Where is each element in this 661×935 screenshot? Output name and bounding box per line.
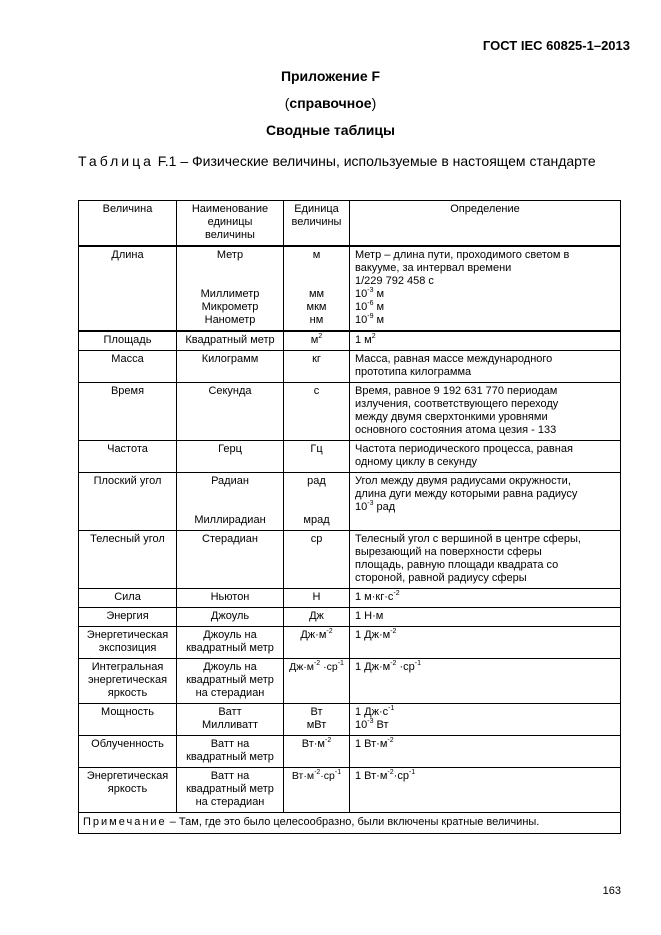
header-unit-name: Наименование единицы величины <box>177 201 284 247</box>
cell-unit: $Дж\cdot м^{-2} \cdot ср^{-1}$ <box>284 659 350 704</box>
cell-unit-name: Радиан Миллирадиан <box>177 473 284 531</box>
cell-unit-name: Ньютон <box>177 589 284 608</box>
cell-quantity: Время <box>79 383 177 441</box>
table-row <box>79 704 621 736</box>
cell-definition: Метр – длина пути, проходимого светом в вакууме, за интервал времени 1/229 792 458 с $10^{-3}$ м $10^{-6}$ м $10^{-9}$ м <box>350 246 621 331</box>
table-row <box>79 351 621 383</box>
note-text: – Там, где это было целесообразно, были включены кратные величины. <box>169 816 540 828</box>
cell-definition: 1 Н·м <box>350 608 621 627</box>
table-row <box>79 608 621 627</box>
cell-quantity: Масса <box>79 351 177 383</box>
cell-unit-name: Ватт на квадратный метр на стерадиан <box>177 768 284 813</box>
cell-definition: 1 $Дж\cdot м^{-2}$ <box>350 627 621 659</box>
cell-definition: 1 $м\cdot кг\cdot с^{-2}$ <box>350 589 621 608</box>
cell-unit-name: Джоуль <box>177 608 284 627</box>
cell-unit: кг <box>284 351 350 383</box>
annex-title: Приложение F <box>280 68 381 84</box>
cell-quantity: Площадь <box>79 331 177 351</box>
standard-designation: ГОСТ IEC 60825-1–2013 <box>482 38 630 53</box>
cell-quantity: Интегральная энергетическая яркость <box>79 659 177 704</box>
cell-definition: Частота периодического процесса, равная одному циклу в секунду <box>350 441 621 473</box>
table-header-row <box>79 201 621 247</box>
table-row <box>79 246 621 331</box>
table-row <box>79 659 621 704</box>
cell-unit: рад мрад <box>284 473 350 531</box>
cell-quantity: Частота <box>79 441 177 473</box>
cell-quantity: Облученность <box>79 736 177 768</box>
table-row <box>79 627 621 659</box>
table-row <box>79 473 621 531</box>
cell-unit: $Вт\cdot м^{-2}\cdot ср^{-1}$ <box>284 768 350 813</box>
cell-unit-name: Джоуль на квадратный метр <box>177 627 284 659</box>
cell-unit-name: Метр Миллиметр Микрометр Нанометр <box>177 246 284 331</box>
cell-unit: Вт мВт <box>284 704 350 736</box>
table-row <box>79 531 621 589</box>
cell-quantity: Мощность <box>79 704 177 736</box>
table-row <box>79 331 621 351</box>
table-note <box>79 813 621 834</box>
table-caption-text: F.1 – Физические величины, используемые в настоящем стандарте <box>157 153 596 169</box>
header-definition: Определение <box>350 201 621 247</box>
table-row <box>79 768 621 813</box>
note-label: Примечание <box>83 816 167 828</box>
cell-quantity: Энергетическая яркость <box>79 768 177 813</box>
header-quantity: Величина <box>79 201 177 247</box>
cell-definition: 1 $Вт\cdot м^{-2}\cdot ср^{-1}$ <box>350 768 621 813</box>
cell-unit: Гц <box>284 441 350 473</box>
cell-unit-name: Квадратный метр <box>177 331 284 351</box>
cell-quantity: Длина <box>79 246 177 331</box>
cell-quantity: Телесный угол <box>79 531 177 589</box>
cell-unit: Н <box>284 589 350 608</box>
table-row <box>79 383 621 441</box>
cell-quantity: Сила <box>79 589 177 608</box>
physical-quantities-table <box>78 200 621 834</box>
cell-unit: м мм мкм нм <box>284 246 350 331</box>
cell-unit-name: Стерадиан <box>177 531 284 589</box>
cell-unit: $м^2$ <box>284 331 350 351</box>
section-heading: Сводные таблицы <box>266 122 395 138</box>
cell-definition: Время, равное 9 192 631 770 периодам излучения, соответствующего переходу между двумя сверхтонкими уровнями основного состояния атома цезия - 133 <box>350 383 621 441</box>
table-row <box>79 441 621 473</box>
cell-unit: $Дж\cdot м^{-2}$ <box>284 627 350 659</box>
cell-unit-name: Джоуль на квадратный метр на стерадиан <box>177 659 284 704</box>
cell-unit: Дж <box>284 608 350 627</box>
cell-unit: ср <box>284 531 350 589</box>
cell-unit-name: Килограмм <box>177 351 284 383</box>
table-note-row <box>79 813 621 834</box>
cell-definition: 1 $Вт\cdot м^{-2}$ <box>350 736 621 768</box>
cell-unit: с <box>284 383 350 441</box>
cell-definition: 1 $Дж\cdot м^{-2} \cdot ср^{-1}$ <box>350 659 621 704</box>
page-number: 163 <box>602 885 621 897</box>
cell-definition: 1 $м^2$ <box>350 331 621 351</box>
cell-definition: Телесный угол с вершиной в центре сферы, вырезающий на поверхности сферы площадь, равную площади квадрата со стороной, равной радиусу сферы <box>350 531 621 589</box>
cell-definition: 1 $Дж\cdot с^{-1}$ $10^{-3}$ Вт <box>350 704 621 736</box>
cell-unit-name: Ватт на квадратный метр <box>177 736 284 768</box>
annex-subtitle: (справочное) <box>284 95 377 111</box>
table-row <box>79 736 621 768</box>
header-unit: Единица величины <box>284 201 350 247</box>
cell-unit-name: Ватт Милливатт <box>177 704 284 736</box>
cell-quantity: Плоский угол <box>79 473 177 531</box>
cell-definition: Угол между двумя радиусами окружности, длина дуги между которыми равна радиусу $10^{-3}$ рад <box>350 473 621 531</box>
cell-unit-name: Герц <box>177 441 284 473</box>
table-caption <box>78 147 618 175</box>
cell-quantity: Энергетическая экспозиция <box>79 627 177 659</box>
cell-definition: Масса, равная массе международного прототипа килограмма <box>350 351 621 383</box>
cell-unit-name: Секунда <box>177 383 284 441</box>
table-caption-label: Таблица <box>78 153 154 169</box>
table-row <box>79 589 621 608</box>
cell-quantity: Энергия <box>79 608 177 627</box>
cell-unit: $Вт\cdot м^{-2}$ <box>284 736 350 768</box>
